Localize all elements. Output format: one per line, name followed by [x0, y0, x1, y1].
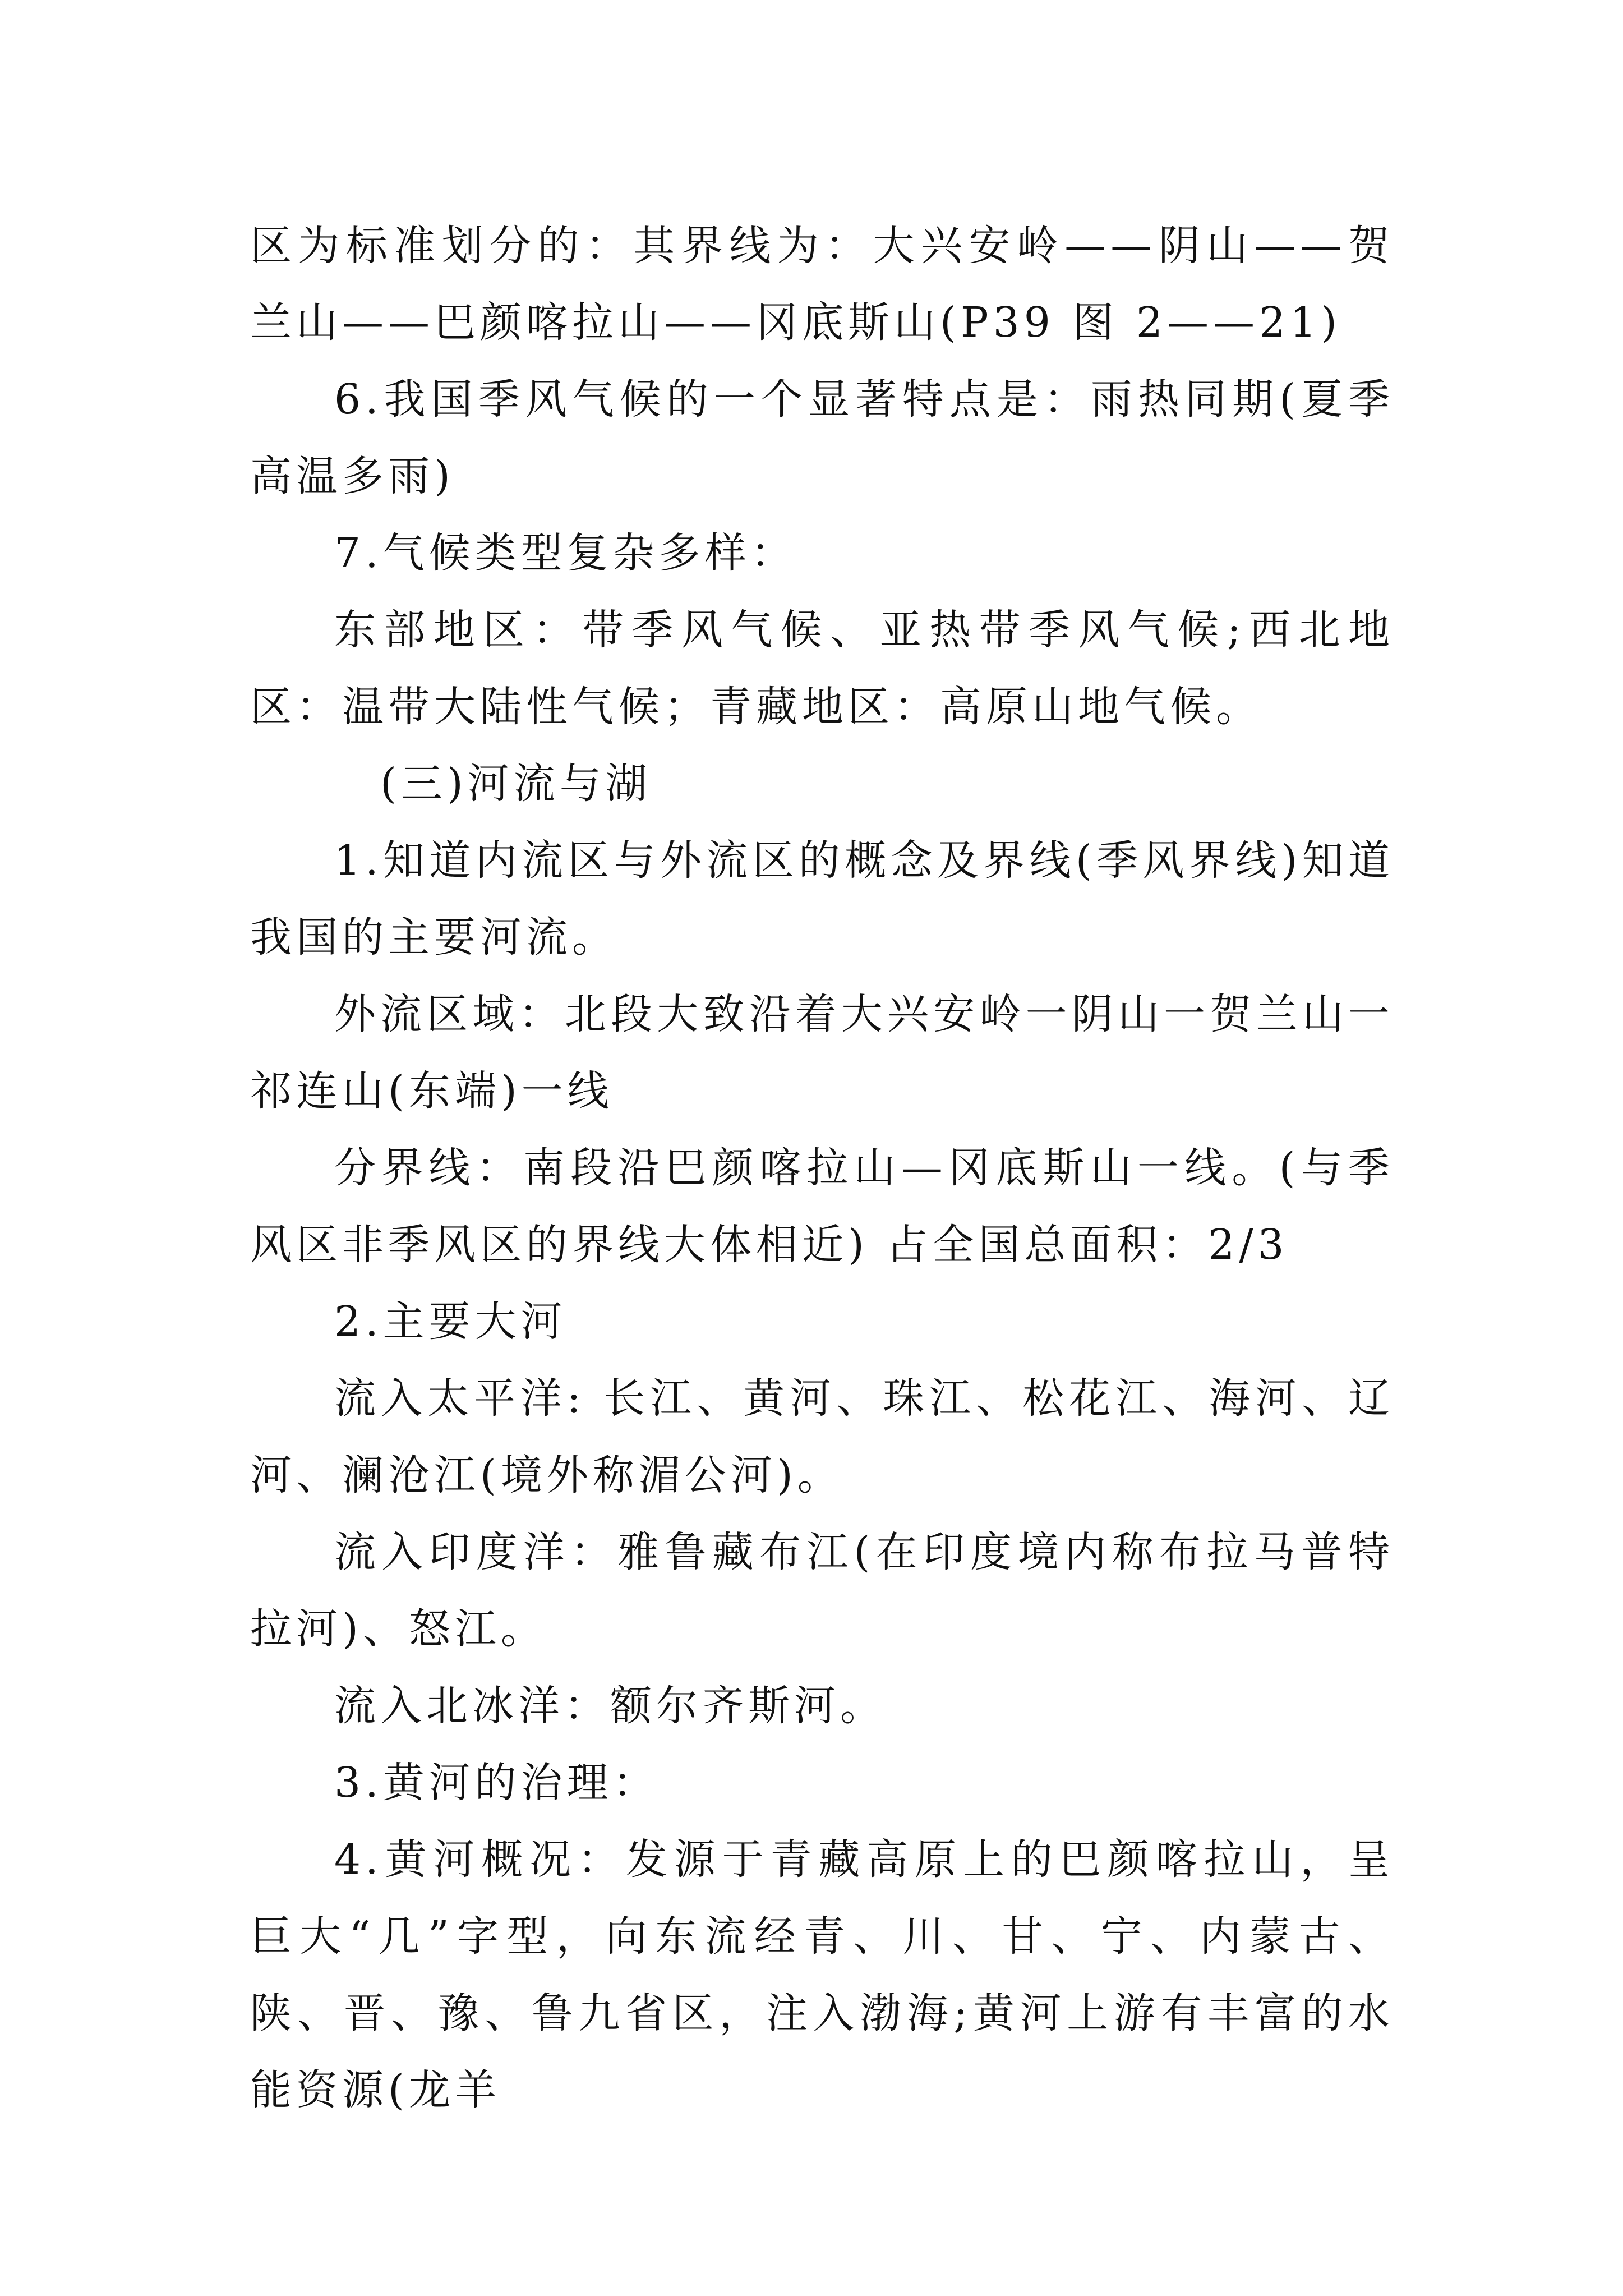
paragraph-3-yellow-river-governance: 3.黄河的治理：	[334, 1759, 659, 1807]
paragraph-1-drainage-areas: 1.知道内流区与外流区的概念及界线(季风界线)知道我国的主要河流。	[250, 836, 1394, 961]
section-heading-rivers-lakes: (三)河流与湖	[380, 760, 652, 808]
paragraph-2-arctic-rivers: 流入北冰洋：额尔齐斯河。	[334, 1682, 886, 1730]
paragraph-continued: 区为标准划分的：其界线为：大兴安岭——阴山——贺兰山——巴颜喀拉山——冈底斯山(P39 图 2——21)	[250, 222, 1394, 347]
paragraph-4-yellow-river-overview: 4.黄河概况：发源于青藏高原上的巴颜喀拉山，呈巨大“几”字型，向东流经青、川、甘、宁、内蒙古、陕、晋、豫、鲁九省区，注入渤海;黄河上游有丰富的水能资源(龙羊	[250, 1835, 1394, 2114]
body-text	[250, 208, 1394, 2129]
paragraph-7-climate-regions: 东部地区：带季风气候、亚热带季风气候;西北地区：温带大陆性气候；青藏地区：高原山地气候。	[250, 606, 1394, 731]
paragraph-6-monsoon-feature: 6.我国季风气候的一个显著特点是：雨热同期(夏季高温多雨)	[250, 375, 1394, 500]
paragraph-2-main-rivers: 2.主要大河	[334, 1297, 567, 1346]
paragraph-7-climate-types: 7.气候类型复杂多样：	[334, 529, 797, 577]
paragraph-2-pacific-rivers: 流入太平洋: 长江、黄河、珠江、松花江、海河、辽河、澜沧江(境外称湄公河)。	[250, 1374, 1394, 1499]
paragraph-1-exterior-drainage: 外流区域：北段大致沿着大兴安岭一阴山一贺兰山一祁连山(东端)一线	[250, 990, 1394, 1115]
paragraph-2-indian-rivers: 流入印度洋：雅鲁藏布江(在印度境内称布拉马普特拉河)、怒江。	[250, 1528, 1394, 1653]
paragraph-1-boundary: 分界线：南段沿巴颜喀拉山—冈底斯山一线。(与季风区非季风区的界线大体相近) 占全国总面积：2/3	[250, 1144, 1394, 1269]
